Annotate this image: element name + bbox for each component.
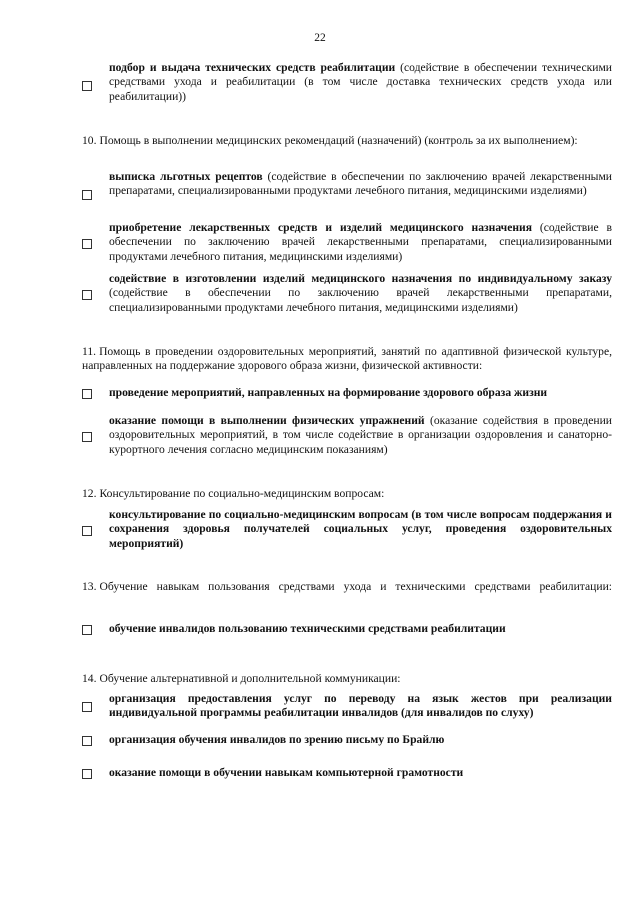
service-item-title: приобретение лекарственных средств и изделий медицинского назначения — [109, 221, 532, 234]
section-number: 10. — [82, 134, 97, 147]
service-item-medical-consulting — [82, 508, 612, 551]
service-item-description: (содействие в обеспечении техническими средствами ухода и реабилитации (в том числе доставка технических средств ухода или реабилитации)) — [109, 61, 612, 103]
service-checkbox[interactable] — [82, 769, 92, 779]
service-item-title: организация обучения инвалидов по зрению письму по Брайлю — [109, 733, 445, 746]
service-checkbox[interactable] — [82, 239, 92, 249]
service-item-title: оказание помощи в обучении навыкам компьютерной грамотности — [109, 766, 464, 779]
section-13-heading — [82, 580, 612, 594]
service-item-custom-medical-products — [82, 272, 612, 315]
service-item-title: подбор и выдача технических средств реабилитации — [109, 61, 396, 74]
service-item-description: (содействие в обеспечении по заключению врачей лекарственными препаратами, специализированными продуктами лечебного питания, медицинскими изделиями) — [109, 170, 612, 198]
service-item-title: консультирование по социально-медицинским вопросам (в том числе вопросам поддержания и сохранения здоровья получателей социальных услуг, проведения оздоровительных мероприятий) — [109, 508, 612, 550]
service-item-title: оказание помощи в выполнении физических упражнений — [109, 414, 425, 427]
service-checkbox[interactable] — [82, 625, 92, 635]
service-item-prescriptions — [82, 170, 612, 199]
section-title: Помощь в проведении оздоровительных мероприятий, занятий по адаптивной физической культуре, направленных на поддержание здорового образа жизни, физической активности: — [82, 345, 612, 373]
service-item-title: обучение инвалидов пользованию техническими средствами реабилитации — [109, 622, 506, 635]
service-item-computer-literacy — [82, 766, 612, 780]
service-item-title: организация предоставления услуг по переводу на язык жестов при реализации индивидуальной программы реабилитации инвалидов (для инвалидов по слуху) — [109, 692, 612, 720]
service-item-description: (оказание содействия в проведении оздоровительных мероприятий, в том числе содействие в организации оздоровления и санаторно-курортного лечения согласно медицинским показаниям) — [109, 414, 613, 456]
service-item-description: (содействие в обеспечении по заключению врачей лекарственными препаратами, специализированными продуктами лечебного питания, медицинскими изделиями) — [109, 286, 612, 314]
service-item-physical-exercise — [82, 414, 612, 457]
service-checkbox[interactable] — [82, 81, 92, 91]
service-item-title: проведение мероприятий, направленных на формирование здорового образа жизни — [109, 386, 548, 399]
section-title: Консультирование по социально-медицинским вопросам: — [99, 487, 385, 500]
section-10-heading — [82, 134, 612, 148]
service-checkbox[interactable] — [82, 190, 92, 200]
section-11-heading — [82, 345, 612, 374]
section-title: Помощь в выполнении медицинских рекомендаций (назначений) (контроль за их выполнением): — [99, 134, 578, 147]
section-number: 12. — [82, 487, 97, 500]
section-12-heading — [82, 487, 612, 501]
service-item-aids-training — [82, 622, 612, 636]
service-checkbox[interactable] — [82, 526, 92, 536]
service-item-rehab-aids — [82, 61, 612, 104]
service-checkbox[interactable] — [82, 389, 92, 399]
section-title: Обучение навыкам пользования средствами ухода и техническими средствами реабилитации: — [99, 580, 612, 593]
service-item-description: (содействие в обеспечении по заключению врачей лекарственными препаратами, специализированными продуктами лечебного питания, медицинскими изделиями) — [109, 221, 612, 263]
service-item-title: содействие в изготовлении изделий медицинского назначения по индивидуальному заказу — [109, 272, 612, 285]
section-title: Обучение альтернативной и дополнительной коммуникации: — [99, 672, 401, 685]
service-checkbox[interactable] — [82, 736, 92, 746]
service-item-title: выписка льготных рецептов — [109, 170, 263, 183]
section-number: 14. — [82, 672, 97, 685]
service-item-healthy-lifestyle — [82, 386, 612, 400]
page-number: 22 — [314, 32, 326, 44]
section-number: 11. — [82, 345, 97, 358]
service-checkbox[interactable] — [82, 432, 92, 442]
service-checkbox[interactable] — [82, 290, 92, 300]
service-checkbox[interactable] — [82, 702, 92, 712]
section-14-heading — [82, 672, 612, 686]
service-item-braille — [82, 733, 612, 747]
service-item-medicine-purchase — [82, 221, 612, 264]
service-item-sign-language — [82, 692, 612, 721]
section-number: 13. — [82, 580, 97, 593]
